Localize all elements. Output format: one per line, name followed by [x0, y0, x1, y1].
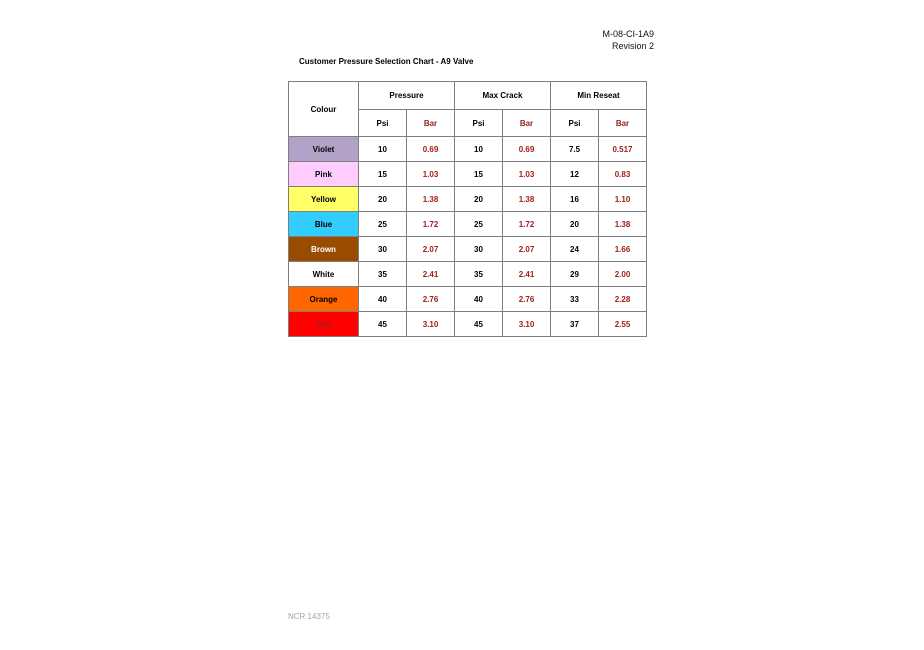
psi-value-cell: 20: [455, 187, 503, 212]
table-row: [289, 187, 647, 212]
psi-value-cell: 45: [455, 312, 503, 337]
colour-swatch-cell: Blue: [289, 212, 359, 237]
bar-value-cell: 2.00: [599, 262, 647, 287]
psi-value-cell: 33: [551, 287, 599, 312]
table-row: [289, 162, 647, 187]
colour-swatch-cell: Violet: [289, 137, 359, 162]
psi-value-cell: 30: [455, 237, 503, 262]
table-row: [289, 262, 647, 287]
document-number: M-08-CI-1A9: [602, 29, 654, 39]
colour-swatch-cell: Red: [289, 312, 359, 337]
unit-header-psi: Psi: [551, 110, 599, 137]
psi-value-cell: 12: [551, 162, 599, 187]
psi-value-cell: 25: [359, 212, 407, 237]
bar-value-cell: 2.07: [503, 237, 551, 262]
psi-value-cell: 30: [359, 237, 407, 262]
footer-reference: NCR 14375: [288, 612, 330, 621]
psi-value-cell: 40: [359, 287, 407, 312]
bar-value-cell: 0.69: [407, 137, 455, 162]
table-row: [289, 287, 647, 312]
table-row: [289, 237, 647, 262]
psi-value-cell: 15: [455, 162, 503, 187]
unit-header-bar: Bar: [407, 110, 455, 137]
pressure-selection-table: [288, 81, 647, 337]
bar-value-cell: 2.41: [503, 262, 551, 287]
bar-value-cell: 0.69: [503, 137, 551, 162]
psi-value-cell: 20: [551, 212, 599, 237]
psi-value-cell: 10: [359, 137, 407, 162]
psi-value-cell: 25: [455, 212, 503, 237]
max-crack-group-header: Max Crack: [455, 82, 551, 110]
min-reseat-group-header: Min Reseat: [551, 82, 647, 110]
unit-header-bar: Bar: [599, 110, 647, 137]
bar-value-cell: 1.03: [407, 162, 455, 187]
bar-value-cell: 1.38: [599, 212, 647, 237]
bar-value-cell: 2.41: [407, 262, 455, 287]
chart-title: Customer Pressure Selection Chart - A9 Valve: [299, 57, 474, 66]
colour-swatch-cell: Pink: [289, 162, 359, 187]
bar-value-cell: 3.10: [407, 312, 455, 337]
colour-swatch-cell: White: [289, 262, 359, 287]
pressure-group-header: Pressure: [359, 82, 455, 110]
bar-value-cell: 0.83: [599, 162, 647, 187]
psi-value-cell: 15: [359, 162, 407, 187]
table-row: [289, 212, 647, 237]
psi-value-cell: 35: [359, 262, 407, 287]
bar-value-cell: 2.55: [599, 312, 647, 337]
psi-value-cell: 29: [551, 262, 599, 287]
psi-value-cell: 37: [551, 312, 599, 337]
bar-value-cell: 2.28: [599, 287, 647, 312]
psi-value-cell: 10: [455, 137, 503, 162]
bar-value-cell: 3.10: [503, 312, 551, 337]
bar-value-cell: 2.07: [407, 237, 455, 262]
psi-value-cell: 16: [551, 187, 599, 212]
unit-header-psi: Psi: [359, 110, 407, 137]
revision-label: Revision 2: [611, 41, 654, 51]
psi-value-cell: 35: [455, 262, 503, 287]
psi-value-cell: 40: [455, 287, 503, 312]
psi-value-cell: 20: [359, 187, 407, 212]
colour-swatch-cell: Orange: [289, 287, 359, 312]
colour-column-header: Colour: [289, 82, 359, 137]
table-row: [289, 137, 647, 162]
bar-value-cell: 1.72: [503, 212, 551, 237]
bar-value-cell: 1.72: [407, 212, 455, 237]
colour-swatch-cell: Yellow: [289, 187, 359, 212]
bar-value-cell: 1.10: [599, 187, 647, 212]
psi-value-cell: 45: [359, 312, 407, 337]
document-id-block: [602, 28, 654, 52]
table-body: [289, 137, 647, 337]
unit-header-bar: Bar: [503, 110, 551, 137]
psi-value-cell: 24: [551, 237, 599, 262]
table-row: [289, 312, 647, 337]
colour-swatch-cell: Brown: [289, 237, 359, 262]
bar-value-cell: 2.76: [503, 287, 551, 312]
bar-value-cell: 0.517: [599, 137, 647, 162]
bar-value-cell: 1.03: [503, 162, 551, 187]
unit-header-psi: Psi: [455, 110, 503, 137]
bar-value-cell: 2.76: [407, 287, 455, 312]
psi-value-cell: 7.5: [551, 137, 599, 162]
bar-value-cell: 1.38: [503, 187, 551, 212]
bar-value-cell: 1.38: [407, 187, 455, 212]
bar-value-cell: 1.66: [599, 237, 647, 262]
